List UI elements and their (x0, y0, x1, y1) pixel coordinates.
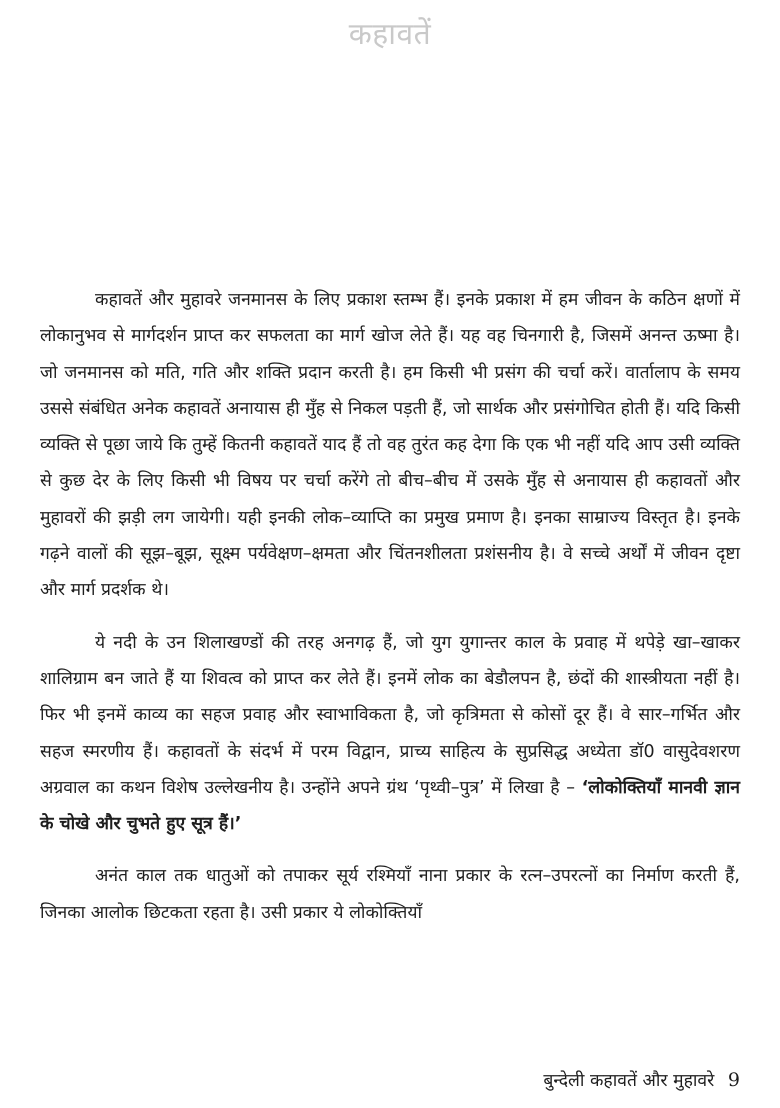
quotation: ‘लोकोक्तियाँ मानवी ज्ञान के चोखे और चुभते हुए सूत्र हैं।’ (40, 777, 740, 835)
paragraph-2-text: ये नदी के उन शिलाखण्डों की तरह अनगढ़ हैं, जो युग युगान्तर काल के प्रवाह में थपेड़े खा–खाकर शालिग्राम बन जाते हैं या शिवत्व को प्राप्त कर लेते हैं। इनमें लोक का बेडौलपन है, छंदों की शास्त्रीयता नहीं है। फिर भी इनमें काव्य का सहज प्रवाह और स्वाभाविकता है, जो कृत्रिमता से कोसों दूर हैं। वे सार–गर्भित और सहज स्मरणीय हैं। कहावतों के संदर्भ में परम विद्वान, प्राच्य साहित्य के सुप्रसिद्ध अध्येता डॉ0 वासुदेवशरण अग्रवाल का कथन विशेष उल्लेखनीय है। उन्होंने अपने ग्रंथ ‘पृथ्वी–पुत्र’ में लिखा है – (40, 632, 740, 798)
page-footer (543, 1068, 740, 1092)
body-text (40, 282, 740, 947)
chapter-title: कहावतें (348, 17, 432, 52)
paragraph-1: कहावतें और मुहावरे जनमानस के लिए प्रकाश स्तम्भ हैं। इनके प्रकाश में हम जीवन के कठिन क्षणों में लोकानुभव से मार्गदर्शन प्राप्त कर सफलता का मार्ग खोज लेते हैं। यह वह चिनगारी है, जिसमें अनन्त ऊष्मा है। जो जनमानस को मति, गति और शक्ति प्रदान करती है। हम किसी भी प्रसंग की चर्चा करें। वार्तालाप के समय उससे संबंधित अनेक कहावतें अनायास ही मुँह से निकल पड़ती हैं, जो सार्थक और प्रसंगोचित होती हैं। यदि किसी व्यक्ति से पूछा जाये कि तुम्हें कितनी कहावतें याद हैं तो वह तुरंत कह देगा कि एक भी नहीं यदि आप उसी व्यक्ति से कुछ देर के लिए किसी भी विषय पर चर्चा करेंगे तो बीच–बीच में उसके मुँह से अनायास ही कहावतों और मुहावरों की झड़ी लग जायेगी। यही इनकी लोक–व्याप्ति का प्रमुख प्रमाण है। इनका साम्राज्य विस्तृत है। इनके गढ़ने वालों की सूझ–बूझ, सूक्ष्म पर्यवेक्षण–क्षमता और चिंतनशीलता प्रशंसनीय है। वे सच्चे अर्थों में जीवन दृष्टा और मार्ग प्रदर्शक थे। (40, 290, 740, 601)
paragraph-3: अनंत काल तक धातुओं को तपाकर सूर्य रश्मियाँ नाना प्रकार के रत्न–उपरत्नों का निर्माण करती हैं, जिनका आलोक छिटकता रहता है। उसी प्रकार ये लोकोक्तियाँ (40, 866, 740, 923)
page-number: 9 (727, 1069, 740, 1091)
paragraph-2 (40, 625, 740, 843)
book-title: बुन्देली कहावतें और मुहावरे (543, 1071, 715, 1091)
